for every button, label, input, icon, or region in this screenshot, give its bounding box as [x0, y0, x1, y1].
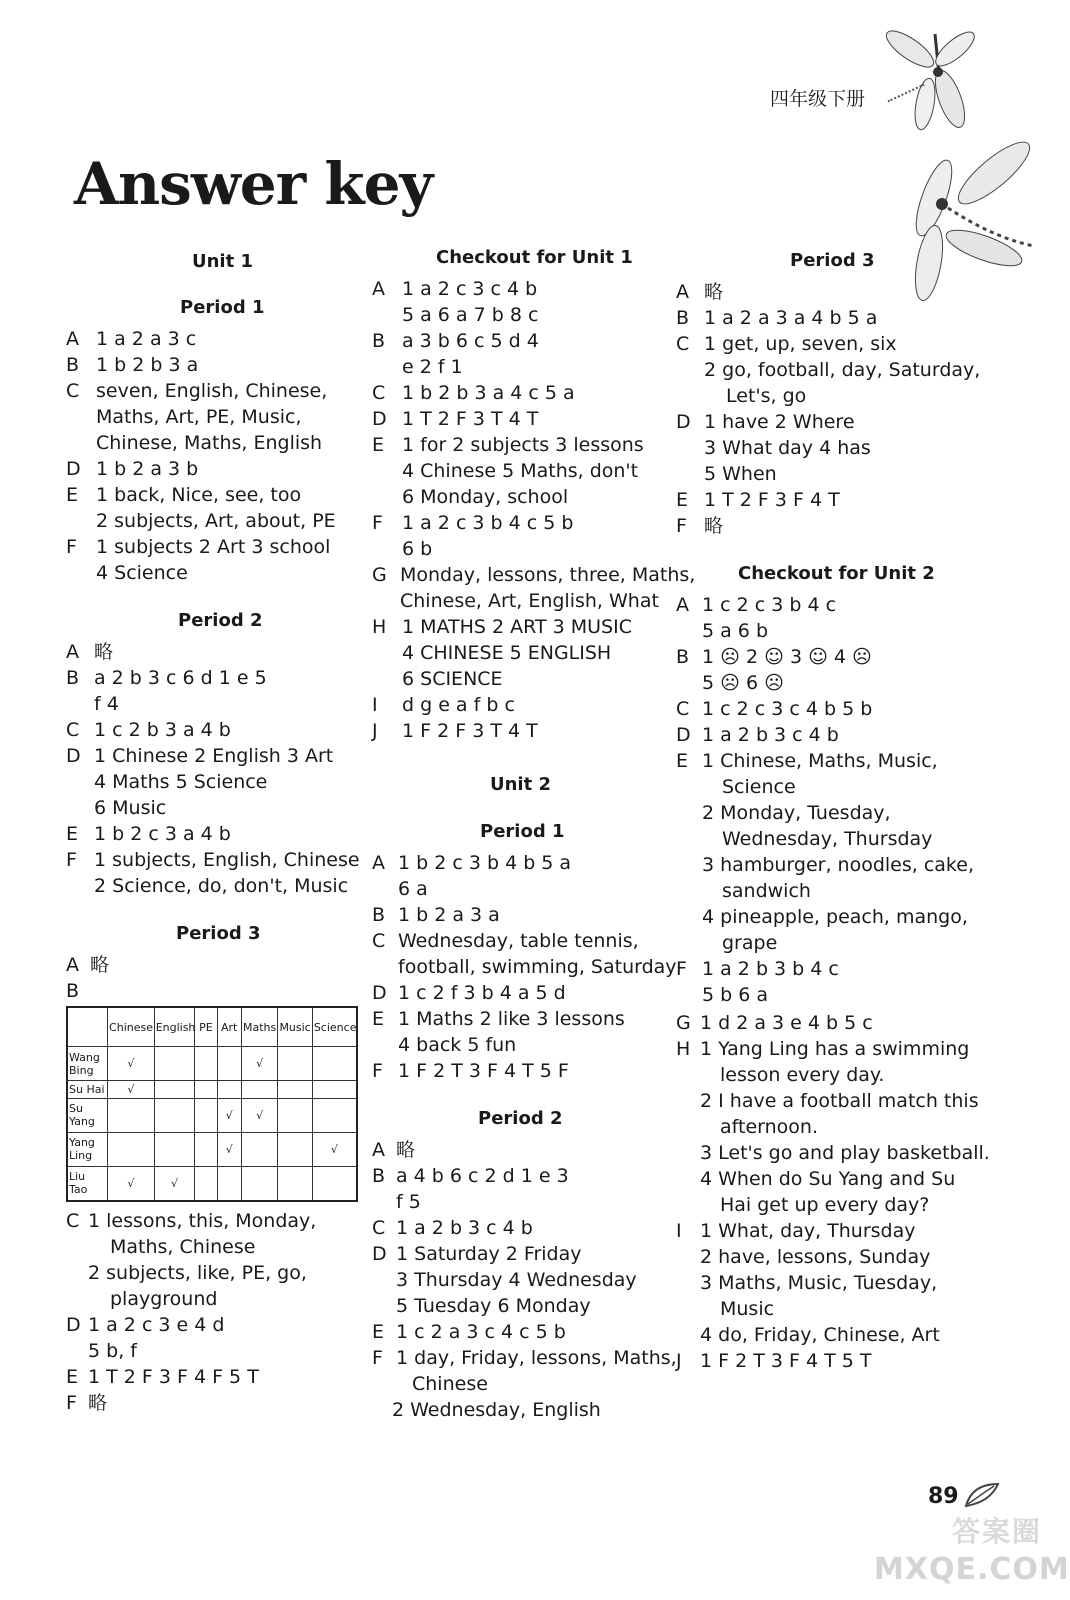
checkout-unit-1-heading: Checkout for Unit 1	[436, 247, 633, 268]
table-cell: √	[108, 1047, 155, 1081]
table-cell	[312, 1047, 357, 1081]
table-cell: √	[108, 1166, 155, 1201]
table-cell	[154, 1098, 195, 1132]
dragonfly-top-icon	[880, 14, 980, 134]
table-cell: √	[241, 1047, 278, 1081]
table-cell	[217, 1166, 241, 1201]
table-row	[67, 1166, 357, 1201]
table-cell: √	[241, 1098, 278, 1132]
table-header-cell	[67, 1007, 108, 1047]
table-cell: √	[312, 1132, 357, 1166]
table-cell	[195, 1081, 217, 1099]
table-cell: Wang Bing	[67, 1047, 108, 1081]
table-cell	[312, 1081, 357, 1099]
table-header-cell: English	[154, 1007, 195, 1047]
table-cell: Yang Ling	[67, 1132, 108, 1166]
period-2-heading: Period 2	[478, 1108, 563, 1129]
table-cell	[108, 1132, 155, 1166]
table-header-cell: Music	[278, 1007, 312, 1047]
table-cell	[278, 1098, 312, 1132]
schedule-table	[66, 1006, 358, 1202]
table-header-cell: Chinese	[108, 1007, 155, 1047]
table-cell: Liu Tao	[67, 1166, 108, 1201]
period-2-heading: Period 2	[178, 610, 263, 631]
grade-label: 四年级下册	[770, 88, 866, 110]
table-header-cell: Science	[312, 1007, 357, 1047]
table-cell	[312, 1166, 357, 1201]
table-row	[67, 1047, 357, 1081]
table-header-cell: PE	[195, 1007, 217, 1047]
table-cell	[241, 1081, 278, 1099]
table-cell: √	[217, 1098, 241, 1132]
table-cell	[154, 1081, 195, 1099]
table-cell: Su Hai	[67, 1081, 108, 1099]
table-cell	[195, 1166, 217, 1201]
table-row	[67, 1098, 357, 1132]
table-cell	[154, 1132, 195, 1166]
period-3-heading: Period 3	[176, 923, 261, 944]
period-1-heading: Period 1	[480, 821, 565, 842]
dragonfly-right-icon	[884, 128, 1044, 308]
table-cell: √	[108, 1081, 155, 1099]
table-cell	[312, 1098, 357, 1132]
table-cell	[278, 1081, 312, 1099]
table-cell	[278, 1047, 312, 1081]
table-cell	[241, 1166, 278, 1201]
table-row	[67, 1081, 357, 1099]
table-row	[67, 1132, 357, 1166]
unit-1-heading: Unit 1	[192, 251, 253, 272]
table-header-cell: Art	[217, 1007, 241, 1047]
table-cell	[154, 1047, 195, 1081]
table-cell	[195, 1047, 217, 1081]
watermark-url: MXQE.COM	[874, 1552, 1070, 1587]
table-cell	[108, 1098, 155, 1132]
table-header-cell: Maths	[241, 1007, 278, 1047]
table-cell	[195, 1132, 217, 1166]
unit-2-heading: Unit 2	[490, 774, 551, 795]
table-cell	[241, 1132, 278, 1166]
table-cell	[278, 1166, 312, 1201]
table-cell	[217, 1081, 241, 1099]
table-cell: Su Yang	[67, 1098, 108, 1132]
table-cell: √	[217, 1132, 241, 1166]
checkout-unit-2-heading: Checkout for Unit 2	[738, 563, 935, 584]
period-3-heading: Period 3	[790, 250, 875, 271]
table-cell	[217, 1047, 241, 1081]
page-number: 89	[928, 1484, 959, 1509]
table-cell	[195, 1098, 217, 1132]
page-title: Answer key	[74, 150, 433, 218]
leaf-icon	[962, 1480, 1002, 1510]
table-cell	[278, 1132, 312, 1166]
table-cell: √	[154, 1166, 195, 1201]
table-header-row	[67, 1007, 357, 1047]
watermark-logo: 答案圈	[952, 1515, 1043, 1548]
period-1-heading: Period 1	[180, 297, 265, 318]
